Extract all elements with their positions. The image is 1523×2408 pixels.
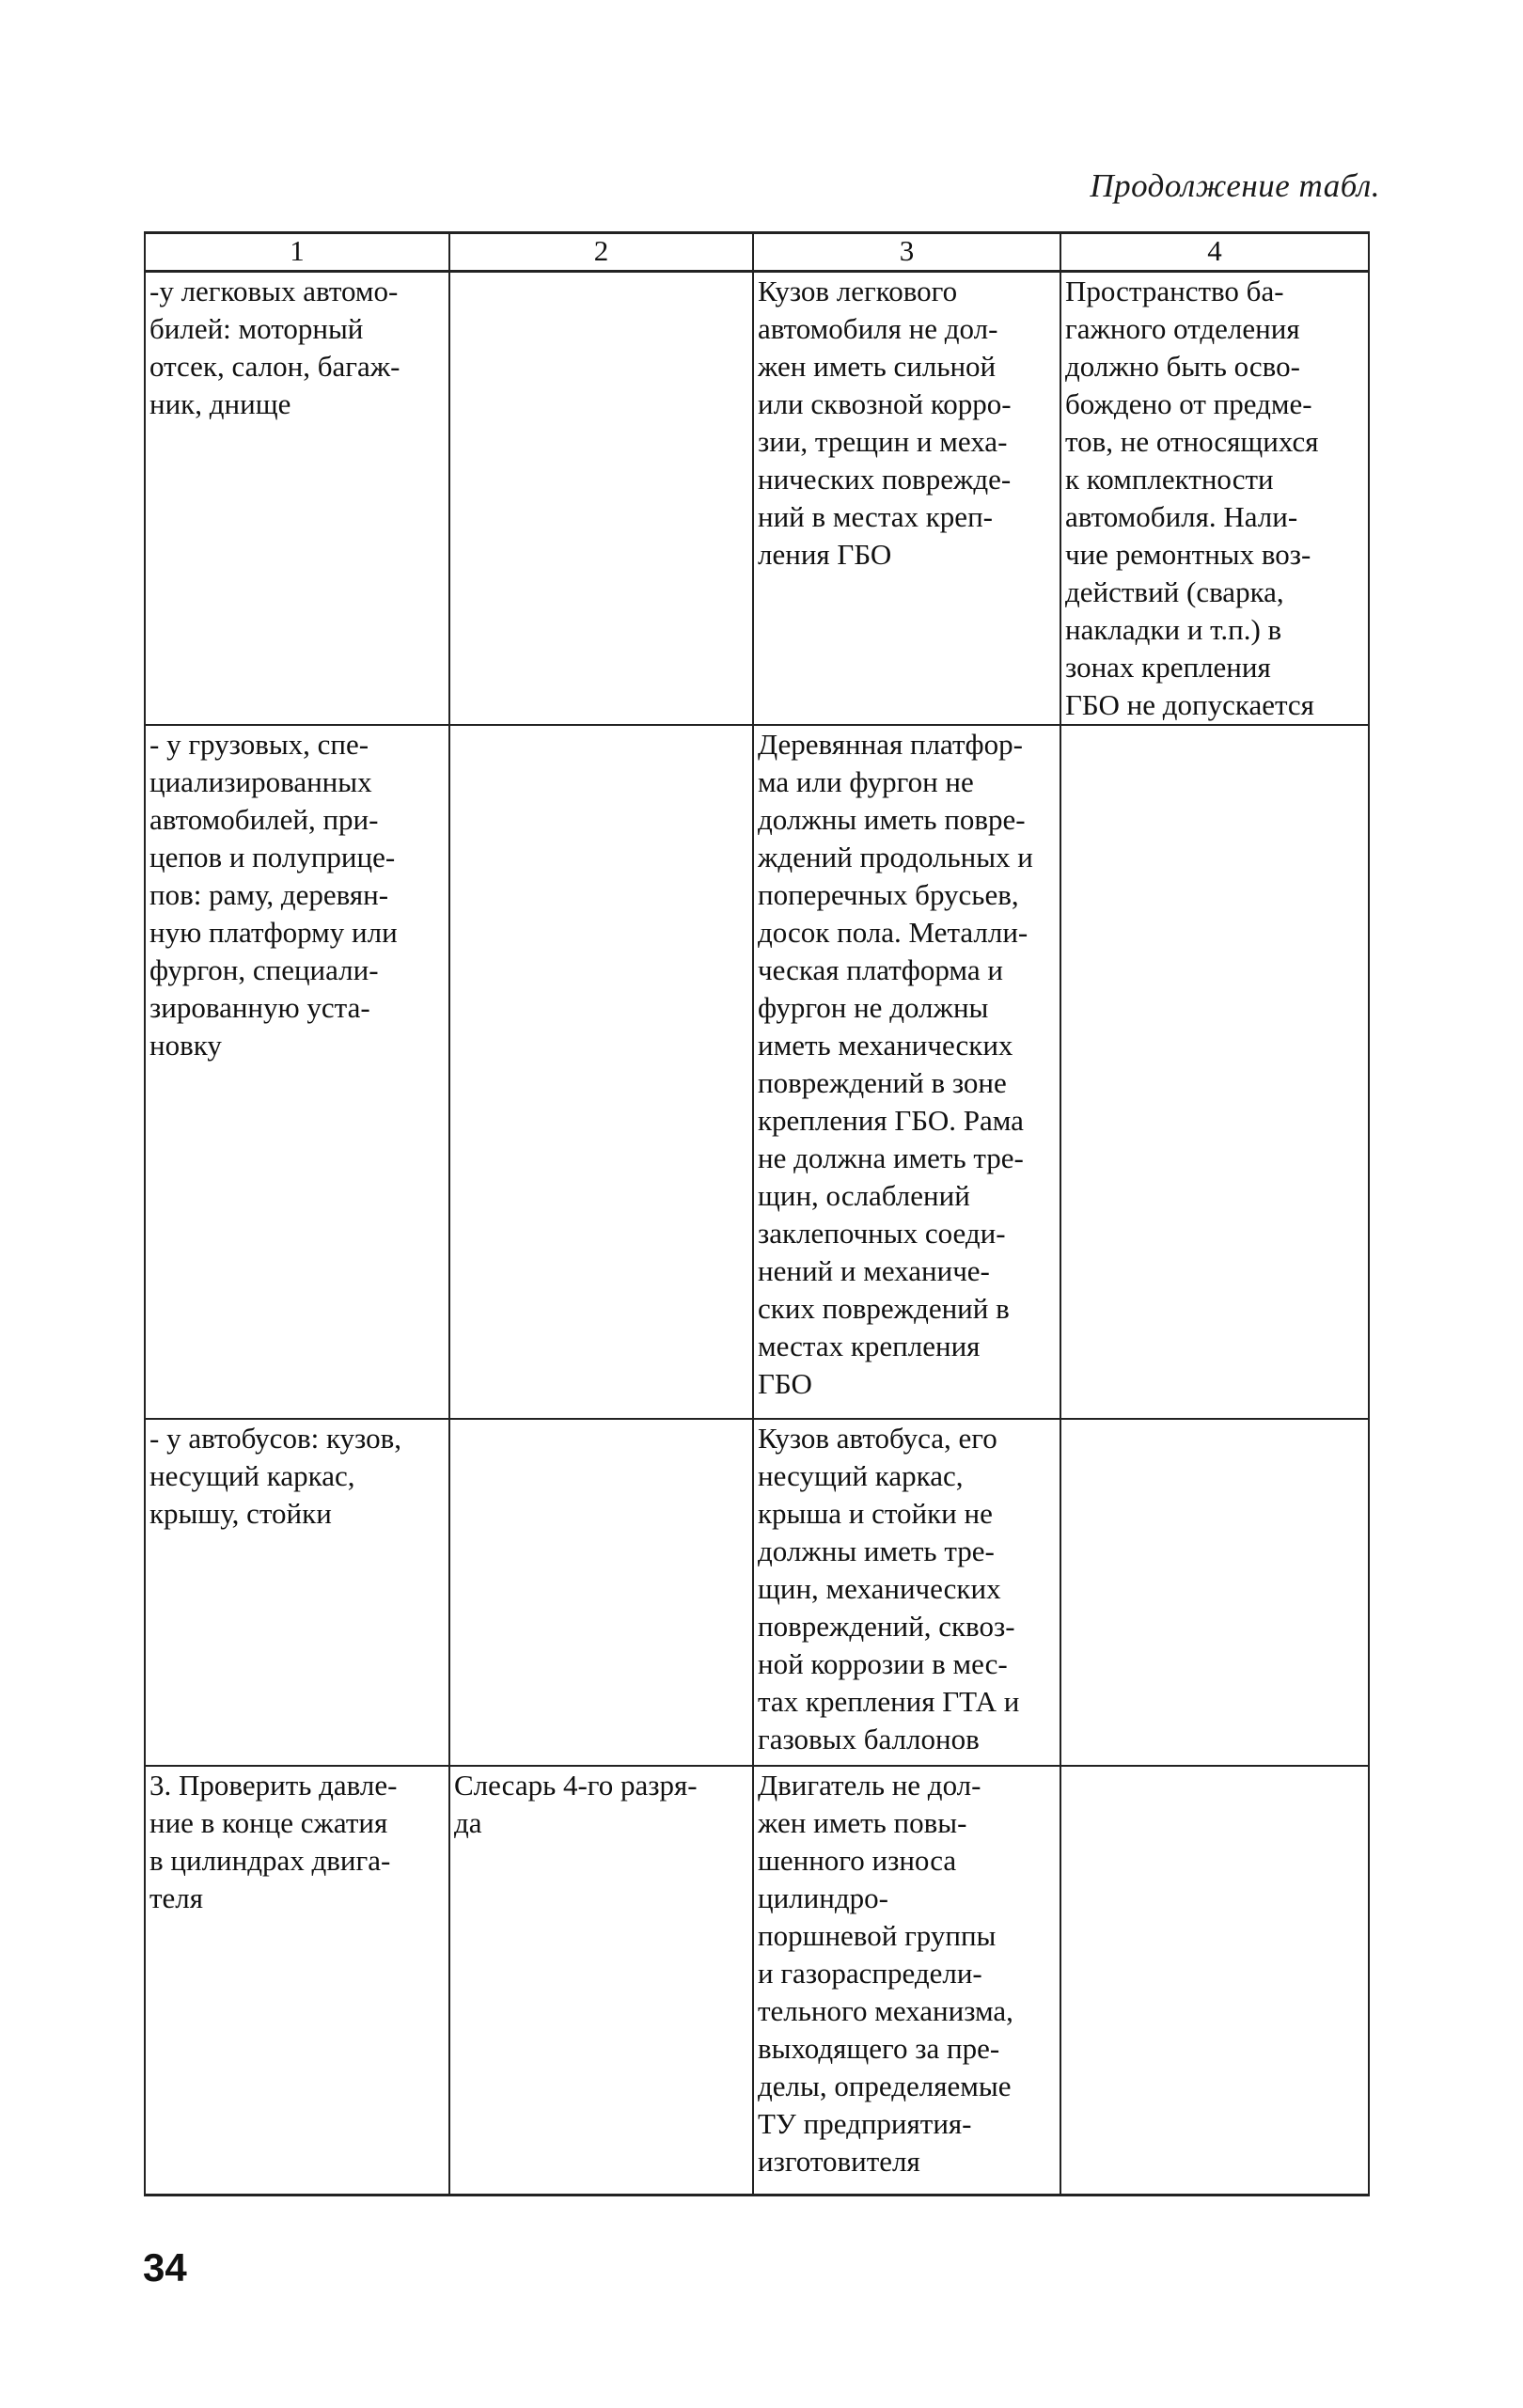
cell-executor <box>449 272 753 726</box>
cell-requirement <box>753 272 1060 726</box>
cell-executor <box>449 725 753 1419</box>
cell-object <box>145 1766 449 2195</box>
column-header-4: 4 <box>1060 233 1369 272</box>
cell-requirement <box>753 1766 1060 2195</box>
cell-text: Слесарь 4-го разря- да <box>454 1769 698 1839</box>
table-row-cars <box>145 272 1369 726</box>
cell-text: 3. Проверить давле- ние в конце сжатия в цилиндрах двига- теля <box>149 1769 398 1914</box>
cell-text: - у автобусов: кузов, несущий каркас, крышу, стойки <box>149 1422 402 1530</box>
column-header-3: 3 <box>753 233 1060 272</box>
cell-executor <box>449 1419 753 1766</box>
cell-object <box>145 725 449 1419</box>
table-row-buses <box>145 1419 1369 1766</box>
column-header-1: 1 <box>145 233 449 272</box>
continuation-label: Продолжение табл. <box>1090 167 1380 204</box>
cell-executor <box>449 1766 753 2195</box>
page-number: 34 <box>143 2245 187 2290</box>
cell-note <box>1060 272 1369 726</box>
cell-text: Деревянная платфор- ма или фургон не должны иметь повре- ждений продольных и поперечных брусьев, досок пола. Металли- ческая платформа и фургон не должны иметь механических повреждений в зоне крепления ГБО. Рама не должна иметь тре- щин, ослаблений заклепочных соеди- нений и механиче- ских повреждений в местах крепления ГБО <box>758 728 1033 1400</box>
cell-text: Кузов легкового автомобиля не дол- жен иметь сильной или сквозной корро- зии, трещин и меха- нических поврежде- ний в местах креп- ления ГБО <box>758 275 1012 571</box>
cell-text: - у грузовых, спе- циализированных автомобилей, при- цепов и полуприце- пов: раму, деревян- ную платформу или фургон, специали- зированную уста- новку <box>149 728 398 1062</box>
table-header-row <box>145 233 1369 272</box>
cell-text: -у легковых автомо- билей: моторный отсек, салон, багаж- ник, днище <box>149 275 400 420</box>
column-header-2: 2 <box>449 233 753 272</box>
table-row-trucks <box>145 725 1369 1419</box>
cell-note <box>1060 1419 1369 1766</box>
cell-requirement <box>753 1419 1060 1766</box>
cell-text: Кузов автобуса, его несущий каркас, крыша и стойки не должны иметь тре- щин, механических повреждений, сквоз- ной коррозии в мес- тах крепления ГТА и газовых баллонов <box>758 1422 1020 1755</box>
cell-text: Двигатель не дол- жен иметь повы- шенного износа цилиндро- поршневой группы и газораспредели- тельного механизма, выходящего за пре- делы, определяемые ТУ предприятия- изготовителя <box>758 1769 1013 2178</box>
table-row-compression <box>145 1766 1369 2195</box>
cell-object <box>145 272 449 726</box>
inspection-table <box>144 231 1370 2196</box>
cell-text: Пространство ба- гажного отделения должно быть осво- бождено от предме- тов, не относящихся к комплектности автомобиля. Нали- чие ремонтных воз- действий (сварка, накладки и т.п.) в зонах крепления ГБО не допускается <box>1065 275 1319 721</box>
cell-note <box>1060 725 1369 1419</box>
cell-object <box>145 1419 449 1766</box>
cell-requirement <box>753 725 1060 1419</box>
cell-note <box>1060 1766 1369 2195</box>
